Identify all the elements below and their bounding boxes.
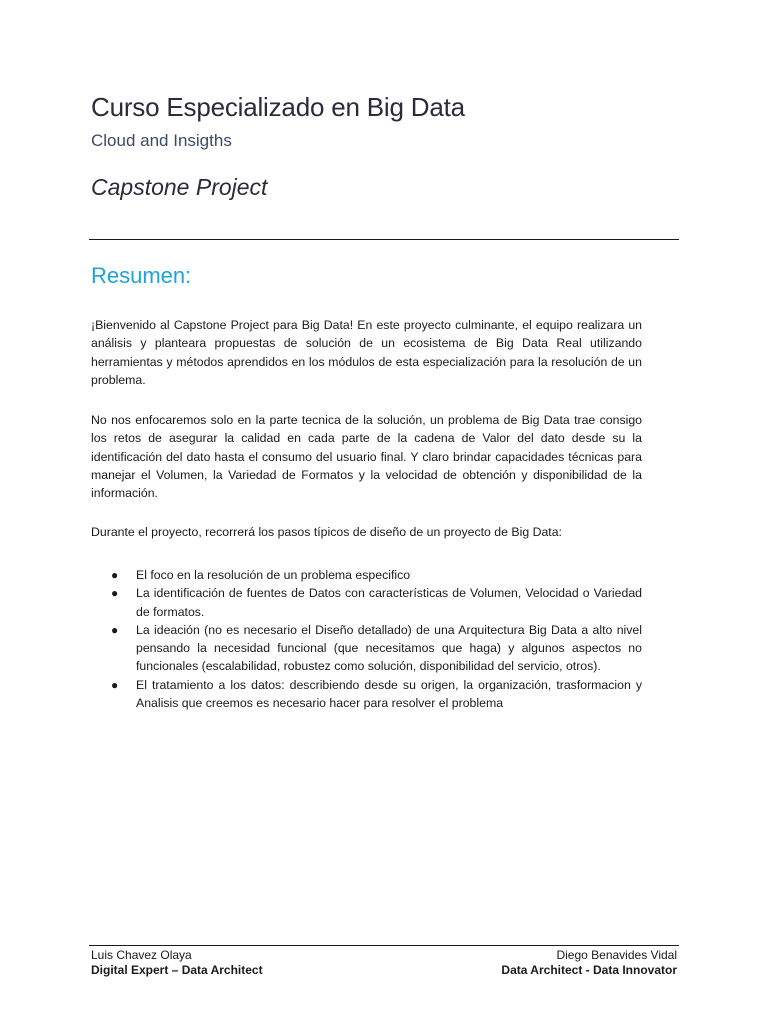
summary-heading: Resumen: [91, 263, 192, 288]
bullet-icon: ● [111, 568, 119, 582]
footer-author-left [91, 948, 263, 978]
list-item [91, 566, 642, 584]
list-item-text: La identificación de fuentes de Datos con características de Volumen, Velocidad o Variedad de formatos. [136, 586, 642, 619]
project-name: Capstone Project [91, 174, 268, 200]
list-item [91, 584, 642, 621]
author-name: Diego Benavides Vidal [556, 948, 677, 962]
bullet-icon: ● [111, 677, 119, 692]
header-divider [89, 239, 679, 240]
document-subtitle: Cloud and Insigths [91, 131, 232, 150]
document-title: Curso Especializado en Big Data [91, 92, 465, 122]
footer-author-right [501, 948, 677, 978]
author-role: Digital Expert – Data Architect [91, 963, 263, 977]
author-name: Luis Chavez Olaya [91, 948, 192, 962]
summary-paragraph-2: No nos enfocaremos solo en la parte tecnica de la solución, un problema de Big Data trae consigo los retos de asegurar la calidad en cada parte de la cadena de Valor del dato desde su la identificación del dato hasta el consumo del usuario final. Y claro brindar capacidades técnicas para manejar el Volumen, la Variedad de Formatos y la velocidad de obtención y disponibilidad de la información. [91, 413, 642, 501]
list-item [91, 621, 642, 676]
footer-divider [89, 945, 679, 946]
design-steps-list [91, 566, 642, 712]
summary-paragraph-3: Durante el proyecto, recorrerá los pasos típicos de diseño de un proyecto de Big Data: [91, 525, 562, 539]
list-item [91, 676, 642, 713]
author-role: Data Architect - Data Innovator [501, 963, 677, 977]
list-item-text: El foco en la resolución de un problema especifico [136, 568, 411, 582]
list-item-text: La ideación (no es necesario el Diseño detallado) de una Arquitectura Big Data a alto nivel pensando la necesidad funcional (que necesitamos que haga) y algunos aspectos no funcionales (escalabilidad, robustez como solución, disponibilidad del servicio, otros). [136, 622, 642, 674]
bullet-icon: ● [111, 586, 119, 601]
summary-paragraph-1: ¡Bienvenido al Capstone Project para Big Data! En este proyecto culminante, el equipo realizara un análisis y planteara propuestas de solución de un ecosistema de Big Data Real utilizando herramientas y métodos aprendidos en los módulos de esta especialización para la resolución de un problema. [91, 318, 642, 387]
list-item-text: El tratamiento a los datos: describiendo desde su origen, la organización, trasformacion y Analisis que creemos es necesario hacer para resolver el problema [136, 677, 642, 711]
bullet-icon: ● [111, 622, 119, 637]
